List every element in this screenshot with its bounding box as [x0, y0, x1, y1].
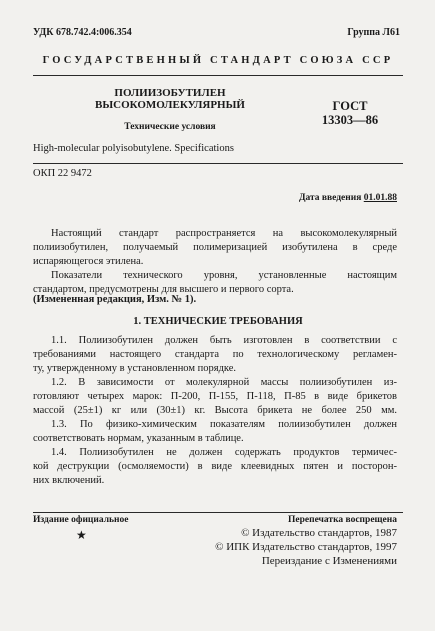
mid-divider [33, 163, 403, 164]
clause-1-2 [33, 376, 397, 418]
text-line: 1.3. По физико-химическим показателям полиизобутилен должен [51, 419, 397, 430]
copyright-2: © ИПК Издательство стандартов, 1997 [215, 541, 397, 553]
text-line: соответствовать нормам, указанным в таблице. [33, 433, 244, 445]
subtitle: Технические условия [124, 122, 216, 132]
text-line: массой (25±1) кг или (30±1) кг. Высота брикета не более 250 мм. [33, 405, 397, 417]
clause-1-4 [33, 446, 397, 488]
text-line: требованиями настоящего стандарта по технологическому регламен- [33, 349, 397, 361]
footer-divider [33, 512, 403, 513]
effective-date-label: Дата введения [298, 193, 362, 203]
text-line: 1.2. В зависимости от молекулярной массы полиизобутилен из- [51, 377, 397, 388]
gost-number: 13303—86 [321, 113, 379, 127]
effective-date-value: 01.01.88 [363, 193, 397, 203]
star-icon: ★ [76, 528, 87, 542]
text-line: стандартом, предусмотрены для высшего и первого сорта. [33, 284, 294, 296]
reprint-notice: Перепечатка воспрещена [287, 515, 397, 525]
text-line: кой деструкции (осмоляемости) в виде клеевидных пятен и посторон- [33, 461, 397, 473]
official-edition: Издание официальное [33, 515, 129, 525]
amendment-note: (Измененная редакция, Изм. № 1). [33, 294, 197, 305]
effective-date [299, 193, 397, 203]
section-heading: 1. ТЕХНИЧЕСКИЕ ТРЕБОВАНИЯ [133, 316, 303, 327]
text-line: испаряющегося этилена. [33, 256, 144, 268]
clause-1-1 [33, 334, 397, 376]
standard-org: ГОСУДАРСТВЕННЫЙ СТАНДАРТ СОЮЗА ССР [42, 55, 394, 66]
english-title: High-molecular polyisobutylene. Specifications [33, 143, 234, 154]
copyright-1: © Издательство стандартов, 1987 [241, 527, 397, 539]
text-line: полиизобутилен, получаемый полимеризацией изобутилена в среде [33, 242, 397, 254]
top-divider [33, 75, 403, 76]
text-line: Показатели технического уровня, установленные настоящим [51, 270, 397, 281]
text-line: 1.4. Полиизобутилен не должен содержать продуктов термичес- [51, 447, 397, 458]
intro-paragraph-1 [33, 227, 397, 269]
udc-code: УДК 678.742.4:006.354 [33, 27, 132, 38]
text-line: них включений. [33, 475, 105, 487]
title-line-1: ПОЛИИЗОБУТИЛЕН [114, 87, 226, 99]
text-line: Настоящий стандарт распространяется на высокомолекулярный [51, 228, 397, 239]
title-line-2: ВЫСОКОМОЛЕКУЛЯРНЫЙ [95, 99, 245, 111]
intro-paragraph-2 [33, 269, 397, 297]
group-code: Группа Л61 [347, 27, 400, 38]
reissue-note: Переиздание с Изменениями [261, 555, 397, 567]
text-line: 1.1. Полиизобутилен должен быть изготовлен в соответствии с [51, 335, 397, 346]
text-line: ту, утвержденному в установленном порядке. [33, 363, 237, 375]
text-line: готовляют четырех марок: П-200, П-155, П-118, П-85 в виде брикетов [33, 391, 397, 403]
okp-code: ОКП 22 9472 [33, 168, 92, 179]
gost-label: ГОСТ [332, 99, 368, 113]
clause-1-3 [33, 418, 397, 446]
